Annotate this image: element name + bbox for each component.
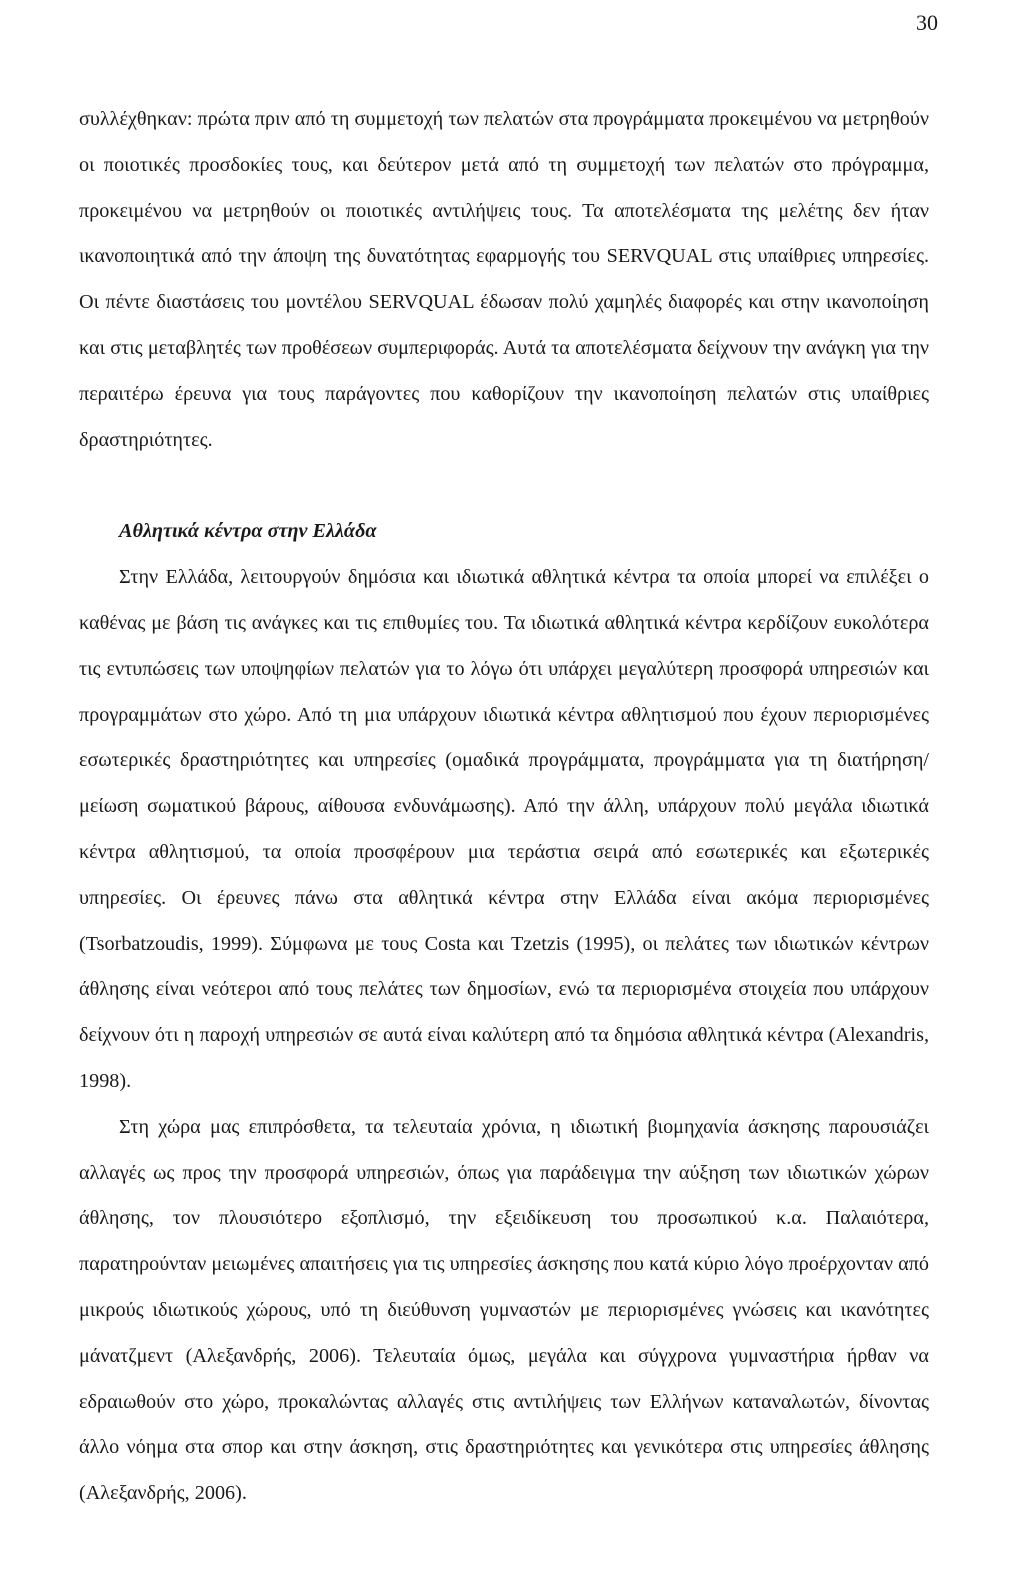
page-number: 30 [916,10,938,35]
paragraph-fitness-industry: Στη χώρα μας επιπρόσθετα, τα τελευταία χρόνια, η ιδιωτική βιομηχανία άσκησης παρουσιάζει αλλαγές ως προς την προσφορά υπηρεσιών, όπως για παράδειγμα την αύξηση των ιδιωτικών χώρων άθλησης, τον πλουσιότερο εξοπλισμό, την εξειδίκευση του προσωπικού κ.α. Παλαιότερα, παρατηρούνταν μειωμένες απαιτήσεις για τις υπηρεσίες άσκησης που κατά κύριο λόγο προέρχονταν από μικρούς ιδιωτικούς χώρους, υπό τη διεύθυνση γυμναστών με περιορισμένες γνώσεις και ικανότητες μάνατζμεντ (Αλεξανδρής, 2006). Τελευταία όμως, μεγάλα και σύγχρονα γυμναστήρια ήρθαν να εδραιωθούν στο χώρο, προκαλώντας αλλαγές στις αντιλήψεις των Ελλήνων καταναλωτών, δίνοντας άλλο νόημα στα σπορ και στην άσκηση, στις δραστηριότητες και γενικότερα στις υπηρεσίες άθλησης (Αλεξανδρής, 2006). [79,1115,929,1505]
paragraph-servqual-study: συλλέχθηκαν: πρώτα πριν από τη συμμετοχή των πελατών στα προγράμματα προκειμένου να μετρηθούν οι ποιοτικές προσδοκίες τους, και δεύτερον μετά από τη συμμετοχή των πελατών στο πρόγραμμα, προκειμένου να μετρηθούν οι ποιοτικές αντιλήψεις τους. Τα αποτελέσματα της μελέτης δεν ήταν ικανοποιητικά από την άποψη της δυνατότητας εφαρμογής του SERVQUAL στις υπαίθριες υπηρεσίες. Οι πέντε διαστάσεις του μοντέλου SERVQUAL έδωσαν πολύ χαμηλές διαφορές και στην ικανοποίηση και στις μεταβλητές των προθέσεων συμπεριφοράς. Αυτά τα αποτελέσματα δείχνουν την ανάγκη για την περαιτέρω έρευνα για τους παράγοντες που καθορίζουν την ικανοποίηση πελατών στις υπαίθριες δραστηριότητες. [79,108,929,451]
paragraph-sports-centers: Στην Ελλάδα, λειτουργούν δημόσια και ιδιωτικά αθλητικά κέντρα τα οποία μπορεί να επιλέξει ο καθένας με βάση τις ανάγκες και τις επιθυμίες του. Τα ιδιωτικά αθλητικά κέντρα κερδίζουν ευκολότερα τις εντυπώσεις των υποψηφίων πελατών για το λόγω ότι υπάρχει μεγαλύτερη προσφορά υπηρεσιών και προγραμμάτων στο χώρο. Από τη μια υπάρχουν ιδιωτικά κέντρα αθλητισμού που έχουν περιορισμένες εσωτερικές δραστηριότητες και υπηρεσίες (ομαδικά προγράμματα, προγράμματα για τη διατήρηση/μείωση σωματικού βάρους, αίθουσα ενδυνάμωσης). Από την άλλη, υπάρχουν πολύ μεγάλα ιδιωτικά κέντρα αθλητισμού, τα οποία προσφέρουν μια τεράστια σειρά από εσωτερικές και εξωτερικές υπηρεσίες. Οι έρευνες πάνω στα αθλητικά κέντρα στην Ελλάδα είναι ακόμα περιορισμένες (Tsorbatzoudis, 1999). Σύμφωνα με τους Costa και Tzetzis (1995), οι πελάτες των ιδιωτικών κέντρων άθλησης είναι νεότεροι από τους πελάτες των δημοσίων, ενώ τα περιορισμένα στοιχεία που υπάρχουν δείχνουν ότι η παροχή υπηρεσιών σε αυτά είναι καλύτερη από τα δημόσια αθλητικά κέντρα (Alexandris, 1998). [79,566,929,1092]
section-heading: Αθλητικά κέντρα στην Ελλάδα [119,520,377,543]
document-body [79,97,929,1517]
